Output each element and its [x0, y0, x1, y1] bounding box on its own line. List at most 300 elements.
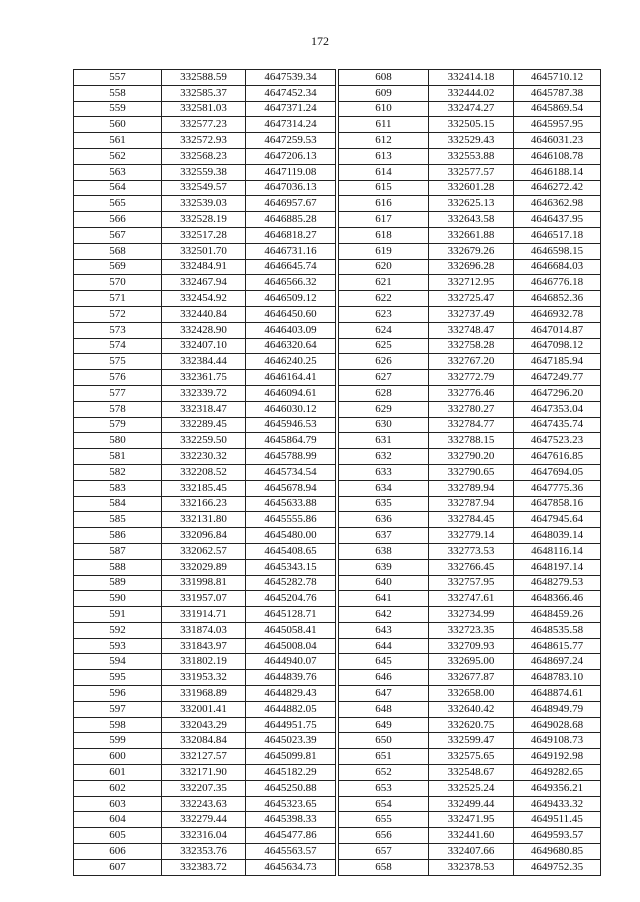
x-coordinate-cell: 332131.80 [162, 512, 246, 528]
point-number-cell: 646 [339, 670, 429, 686]
x-coordinate-cell: 332788.15 [429, 433, 514, 449]
y-coordinate-cell: 4646362.98 [514, 196, 601, 212]
table-row [74, 828, 336, 844]
point-number-cell: 603 [74, 796, 162, 812]
y-coordinate-cell: 4646188.14 [514, 164, 601, 180]
x-coordinate-cell: 332501.70 [162, 243, 246, 259]
y-coordinate-cell: 4648366.46 [514, 591, 601, 607]
x-coordinate-cell: 332696.28 [429, 259, 514, 275]
y-coordinate-cell: 4648459.26 [514, 607, 601, 623]
table-row [74, 701, 336, 717]
y-coordinate-cell: 4647452.34 [246, 85, 336, 101]
point-number-cell: 570 [74, 275, 162, 291]
x-coordinate-cell: 332207.35 [162, 780, 246, 796]
point-number-cell: 574 [74, 338, 162, 354]
y-coordinate-cell: 4645864.79 [246, 433, 336, 449]
table-row [74, 717, 336, 733]
point-number-cell: 642 [339, 607, 429, 623]
table-row [74, 338, 336, 354]
x-coordinate-cell: 332737.49 [429, 306, 514, 322]
point-number-cell: 658 [339, 859, 429, 875]
y-coordinate-cell: 4645563.57 [246, 844, 336, 860]
y-coordinate-cell: 4645398.33 [246, 812, 336, 828]
x-coordinate-cell: 332776.46 [429, 385, 514, 401]
y-coordinate-cell: 4649680.85 [514, 844, 601, 860]
point-number-cell: 594 [74, 654, 162, 670]
x-coordinate-cell: 332185.45 [162, 480, 246, 496]
y-coordinate-cell: 4646450.60 [246, 306, 336, 322]
point-number-cell: 605 [74, 828, 162, 844]
table-row [339, 859, 601, 875]
point-number-cell: 651 [339, 749, 429, 765]
y-coordinate-cell: 4647249.77 [514, 370, 601, 386]
point-number-cell: 582 [74, 464, 162, 480]
table-row [339, 433, 601, 449]
point-number-cell: 636 [339, 512, 429, 528]
table-row [339, 164, 601, 180]
x-coordinate-cell: 332318.47 [162, 401, 246, 417]
table-row [74, 607, 336, 623]
point-number-cell: 604 [74, 812, 162, 828]
y-coordinate-cell: 4645058.41 [246, 622, 336, 638]
x-coordinate-cell: 332528.19 [162, 212, 246, 228]
x-coordinate-cell: 332712.95 [429, 275, 514, 291]
y-coordinate-cell: 4647314.24 [246, 117, 336, 133]
table-row [74, 354, 336, 370]
table-row [339, 701, 601, 717]
x-coordinate-cell: 332529.43 [429, 133, 514, 149]
y-coordinate-cell: 4645957.95 [514, 117, 601, 133]
table-row [74, 575, 336, 591]
point-number-cell: 633 [339, 464, 429, 480]
y-coordinate-cell: 4646517.18 [514, 227, 601, 243]
x-coordinate-cell: 332353.76 [162, 844, 246, 860]
x-coordinate-cell: 332577.23 [162, 117, 246, 133]
x-coordinate-cell: 332748.47 [429, 322, 514, 338]
point-number-cell: 566 [74, 212, 162, 228]
y-coordinate-cell: 4647185.94 [514, 354, 601, 370]
table-row [74, 212, 336, 228]
table-row [74, 464, 336, 480]
x-coordinate-cell: 332428.90 [162, 322, 246, 338]
table-row [339, 559, 601, 575]
table-row [74, 385, 336, 401]
point-number-cell: 650 [339, 733, 429, 749]
x-coordinate-cell: 332599.47 [429, 733, 514, 749]
y-coordinate-cell: 4645250.88 [246, 780, 336, 796]
point-number-cell: 581 [74, 449, 162, 465]
table-body-right [339, 70, 601, 876]
point-number-cell: 656 [339, 828, 429, 844]
y-coordinate-cell: 4645634.73 [246, 859, 336, 875]
x-coordinate-cell: 331843.97 [162, 638, 246, 654]
y-coordinate-cell: 4649752.35 [514, 859, 601, 875]
x-coordinate-cell: 332259.50 [162, 433, 246, 449]
x-coordinate-cell: 332549.57 [162, 180, 246, 196]
y-coordinate-cell: 4648116.14 [514, 543, 601, 559]
coordinates-table-left [73, 69, 336, 876]
y-coordinate-cell: 4645946.53 [246, 417, 336, 433]
y-coordinate-cell: 4647694.05 [514, 464, 601, 480]
point-number-cell: 622 [339, 291, 429, 307]
x-coordinate-cell: 332658.00 [429, 686, 514, 702]
point-number-cell: 577 [74, 385, 162, 401]
y-coordinate-cell: 4646818.27 [246, 227, 336, 243]
y-coordinate-cell: 4645787.38 [514, 85, 601, 101]
y-coordinate-cell: 4647119.08 [246, 164, 336, 180]
y-coordinate-cell: 4645788.99 [246, 449, 336, 465]
point-number-cell: 576 [74, 370, 162, 386]
table-row [339, 480, 601, 496]
table-row [339, 654, 601, 670]
table-row [339, 670, 601, 686]
y-coordinate-cell: 4645633.88 [246, 496, 336, 512]
table-row [74, 259, 336, 275]
table-row [74, 227, 336, 243]
x-coordinate-cell: 332230.32 [162, 449, 246, 465]
y-coordinate-cell: 4645678.94 [246, 480, 336, 496]
table-row [339, 417, 601, 433]
x-coordinate-cell: 332625.13 [429, 196, 514, 212]
x-coordinate-cell: 331802.19 [162, 654, 246, 670]
point-number-cell: 639 [339, 559, 429, 575]
point-number-cell: 565 [74, 196, 162, 212]
x-coordinate-cell: 332643.58 [429, 212, 514, 228]
y-coordinate-cell: 4644829.43 [246, 686, 336, 702]
point-number-cell: 640 [339, 575, 429, 591]
y-coordinate-cell: 4644951.75 [246, 717, 336, 733]
point-number-cell: 568 [74, 243, 162, 259]
table-row [339, 259, 601, 275]
x-coordinate-cell: 332725.47 [429, 291, 514, 307]
point-number-cell: 629 [339, 401, 429, 417]
x-coordinate-cell: 332553.88 [429, 148, 514, 164]
y-coordinate-cell: 4646031.23 [514, 133, 601, 149]
y-coordinate-cell: 4647435.74 [514, 417, 601, 433]
point-number-cell: 608 [339, 70, 429, 86]
y-coordinate-cell: 4645734.54 [246, 464, 336, 480]
y-coordinate-cell: 4649192.98 [514, 749, 601, 765]
point-number-cell: 601 [74, 765, 162, 781]
y-coordinate-cell: 4646645.74 [246, 259, 336, 275]
y-coordinate-cell: 4648874.61 [514, 686, 601, 702]
y-coordinate-cell: 4647353.04 [514, 401, 601, 417]
page-number: 172 [311, 34, 329, 48]
table-row [339, 306, 601, 322]
table-row [339, 370, 601, 386]
x-coordinate-cell: 332525.24 [429, 780, 514, 796]
x-coordinate-cell: 332772.79 [429, 370, 514, 386]
y-coordinate-cell: 4645008.04 [246, 638, 336, 654]
y-coordinate-cell: 4646437.95 [514, 212, 601, 228]
point-number-cell: 611 [339, 117, 429, 133]
point-number-cell: 657 [339, 844, 429, 860]
table-row [339, 133, 601, 149]
table-row [74, 796, 336, 812]
table-row [74, 196, 336, 212]
x-coordinate-cell: 332289.45 [162, 417, 246, 433]
x-coordinate-cell: 332454.92 [162, 291, 246, 307]
x-coordinate-cell: 332279.44 [162, 812, 246, 828]
y-coordinate-cell: 4646932.78 [514, 306, 601, 322]
point-number-cell: 613 [339, 148, 429, 164]
x-coordinate-cell: 332361.75 [162, 370, 246, 386]
y-coordinate-cell: 4645408.65 [246, 543, 336, 559]
coordinates-table-right [338, 69, 601, 876]
y-coordinate-cell: 4646272.42 [514, 180, 601, 196]
y-coordinate-cell: 4647539.34 [246, 70, 336, 86]
table-row [74, 765, 336, 781]
y-coordinate-cell: 4649282.65 [514, 765, 601, 781]
table-row [74, 85, 336, 101]
table-row [74, 638, 336, 654]
table-row [74, 433, 336, 449]
table-row [74, 101, 336, 117]
y-coordinate-cell: 4645480.00 [246, 528, 336, 544]
point-number-cell: 567 [74, 227, 162, 243]
point-number-cell: 648 [339, 701, 429, 717]
y-coordinate-cell: 4645204.76 [246, 591, 336, 607]
table-row [339, 607, 601, 623]
y-coordinate-cell: 4645323.65 [246, 796, 336, 812]
x-coordinate-cell: 332581.03 [162, 101, 246, 117]
point-number-cell: 557 [74, 70, 162, 86]
point-number-cell: 589 [74, 575, 162, 591]
y-coordinate-cell: 4648615.77 [514, 638, 601, 654]
y-coordinate-cell: 4647036.13 [246, 180, 336, 196]
y-coordinate-cell: 4646108.78 [514, 148, 601, 164]
point-number-cell: 584 [74, 496, 162, 512]
y-coordinate-cell: 4645128.71 [246, 607, 336, 623]
table-row [339, 464, 601, 480]
table-body-left [74, 70, 336, 876]
y-coordinate-cell: 4646509.12 [246, 291, 336, 307]
point-number-cell: 606 [74, 844, 162, 860]
table-row [74, 133, 336, 149]
point-number-cell: 643 [339, 622, 429, 638]
point-number-cell: 579 [74, 417, 162, 433]
point-number-cell: 626 [339, 354, 429, 370]
table-row [339, 196, 601, 212]
point-number-cell: 647 [339, 686, 429, 702]
x-coordinate-cell: 332747.61 [429, 591, 514, 607]
table-row [339, 180, 601, 196]
table-row [74, 291, 336, 307]
x-coordinate-cell: 332208.52 [162, 464, 246, 480]
point-number-cell: 598 [74, 717, 162, 733]
y-coordinate-cell: 4648949.79 [514, 701, 601, 717]
table-row [339, 844, 601, 860]
y-coordinate-cell: 4647616.85 [514, 449, 601, 465]
point-number-cell: 644 [339, 638, 429, 654]
y-coordinate-cell: 4646240.25 [246, 354, 336, 370]
y-coordinate-cell: 4649593.57 [514, 828, 601, 844]
x-coordinate-cell: 332096.84 [162, 528, 246, 544]
x-coordinate-cell: 332568.23 [162, 148, 246, 164]
x-coordinate-cell: 332444.02 [429, 85, 514, 101]
x-coordinate-cell: 332548.67 [429, 765, 514, 781]
x-coordinate-cell: 332127.57 [162, 749, 246, 765]
x-coordinate-cell: 331914.71 [162, 607, 246, 623]
table-row [339, 227, 601, 243]
y-coordinate-cell: 4647098.12 [514, 338, 601, 354]
table-row [339, 575, 601, 591]
point-number-cell: 599 [74, 733, 162, 749]
x-coordinate-cell: 332505.15 [429, 117, 514, 133]
point-number-cell: 615 [339, 180, 429, 196]
x-coordinate-cell: 332679.26 [429, 243, 514, 259]
point-number-cell: 558 [74, 85, 162, 101]
x-coordinate-cell: 332441.60 [429, 828, 514, 844]
table-row [74, 733, 336, 749]
y-coordinate-cell: 4646957.67 [246, 196, 336, 212]
y-coordinate-cell: 4645710.12 [514, 70, 601, 86]
point-number-cell: 578 [74, 401, 162, 417]
y-coordinate-cell: 4644882.05 [246, 701, 336, 717]
y-coordinate-cell: 4649028.68 [514, 717, 601, 733]
point-number-cell: 569 [74, 259, 162, 275]
x-coordinate-cell: 332378.53 [429, 859, 514, 875]
y-coordinate-cell: 4647858.16 [514, 496, 601, 512]
table-row [74, 401, 336, 417]
table-row [74, 528, 336, 544]
point-number-cell: 561 [74, 133, 162, 149]
y-coordinate-cell: 4645099.81 [246, 749, 336, 765]
x-coordinate-cell: 332784.77 [429, 417, 514, 433]
x-coordinate-cell: 332784.45 [429, 512, 514, 528]
table-row [74, 496, 336, 512]
table-row [339, 275, 601, 291]
x-coordinate-cell: 332517.28 [162, 227, 246, 243]
point-number-cell: 562 [74, 148, 162, 164]
table-row [339, 449, 601, 465]
y-coordinate-cell: 4647371.24 [246, 101, 336, 117]
point-number-cell: 617 [339, 212, 429, 228]
point-number-cell: 585 [74, 512, 162, 528]
table-row [339, 496, 601, 512]
y-coordinate-cell: 4647259.53 [246, 133, 336, 149]
point-number-cell: 614 [339, 164, 429, 180]
y-coordinate-cell: 4645343.15 [246, 559, 336, 575]
x-coordinate-cell: 332407.10 [162, 338, 246, 354]
table-row [339, 780, 601, 796]
x-coordinate-cell: 332779.14 [429, 528, 514, 544]
point-number-cell: 590 [74, 591, 162, 607]
table-row [74, 812, 336, 828]
table-row [339, 85, 601, 101]
y-coordinate-cell: 4647206.13 [246, 148, 336, 164]
table-row [74, 117, 336, 133]
point-number-cell: 624 [339, 322, 429, 338]
x-coordinate-cell: 332790.65 [429, 464, 514, 480]
y-coordinate-cell: 4648535.58 [514, 622, 601, 638]
point-number-cell: 600 [74, 749, 162, 765]
x-coordinate-cell: 332787.94 [429, 496, 514, 512]
table-row [339, 101, 601, 117]
point-number-cell: 623 [339, 306, 429, 322]
y-coordinate-cell: 4648697.24 [514, 654, 601, 670]
point-number-cell: 652 [339, 765, 429, 781]
x-coordinate-cell: 332709.93 [429, 638, 514, 654]
point-number-cell: 602 [74, 780, 162, 796]
y-coordinate-cell: 4646776.18 [514, 275, 601, 291]
x-coordinate-cell: 332677.87 [429, 670, 514, 686]
y-coordinate-cell: 4648279.53 [514, 575, 601, 591]
point-number-cell: 560 [74, 117, 162, 133]
x-coordinate-cell: 332575.65 [429, 749, 514, 765]
y-coordinate-cell: 4646852.36 [514, 291, 601, 307]
table-row [74, 70, 336, 86]
x-coordinate-cell: 332734.99 [429, 607, 514, 623]
table-row [74, 164, 336, 180]
point-number-cell: 637 [339, 528, 429, 544]
x-coordinate-cell: 332723.35 [429, 622, 514, 638]
x-coordinate-cell: 332695.00 [429, 654, 514, 670]
table-row [339, 528, 601, 544]
y-coordinate-cell: 4644940.07 [246, 654, 336, 670]
table-row [74, 844, 336, 860]
table-row [339, 828, 601, 844]
point-number-cell: 563 [74, 164, 162, 180]
table-row [74, 148, 336, 164]
y-coordinate-cell: 4646598.15 [514, 243, 601, 259]
x-coordinate-cell: 332661.88 [429, 227, 514, 243]
table-row [74, 686, 336, 702]
table-row [339, 591, 601, 607]
x-coordinate-cell: 332243.63 [162, 796, 246, 812]
point-number-cell: 607 [74, 859, 162, 875]
table-row [339, 543, 601, 559]
y-coordinate-cell: 4646731.16 [246, 243, 336, 259]
y-coordinate-cell: 4649433.32 [514, 796, 601, 812]
table-row [74, 417, 336, 433]
table-row [74, 370, 336, 386]
x-coordinate-cell: 332767.20 [429, 354, 514, 370]
table-row [74, 559, 336, 575]
table-row [339, 765, 601, 781]
x-coordinate-cell: 332790.20 [429, 449, 514, 465]
point-number-cell: 645 [339, 654, 429, 670]
y-coordinate-cell: 4646403.09 [246, 322, 336, 338]
x-coordinate-cell: 332166.23 [162, 496, 246, 512]
y-coordinate-cell: 4649108.73 [514, 733, 601, 749]
table-row [74, 543, 336, 559]
x-coordinate-cell: 332773.53 [429, 543, 514, 559]
point-number-cell: 593 [74, 638, 162, 654]
point-number-cell: 638 [339, 543, 429, 559]
x-coordinate-cell: 332471.95 [429, 812, 514, 828]
y-coordinate-cell: 4645869.54 [514, 101, 601, 117]
point-number-cell: 618 [339, 227, 429, 243]
y-coordinate-cell: 4648039.14 [514, 528, 601, 544]
x-coordinate-cell: 331998.81 [162, 575, 246, 591]
table-row [74, 749, 336, 765]
point-number-cell: 616 [339, 196, 429, 212]
point-number-cell: 564 [74, 180, 162, 196]
x-coordinate-cell: 332171.90 [162, 765, 246, 781]
table-row [74, 780, 336, 796]
table-row [74, 859, 336, 875]
y-coordinate-cell: 4645023.39 [246, 733, 336, 749]
point-number-cell: 610 [339, 101, 429, 117]
point-number-cell: 592 [74, 622, 162, 638]
x-coordinate-cell: 332440.84 [162, 306, 246, 322]
table-row [74, 591, 336, 607]
table-row [74, 512, 336, 528]
table-row [339, 243, 601, 259]
point-number-cell: 583 [74, 480, 162, 496]
x-coordinate-cell: 332062.57 [162, 543, 246, 559]
